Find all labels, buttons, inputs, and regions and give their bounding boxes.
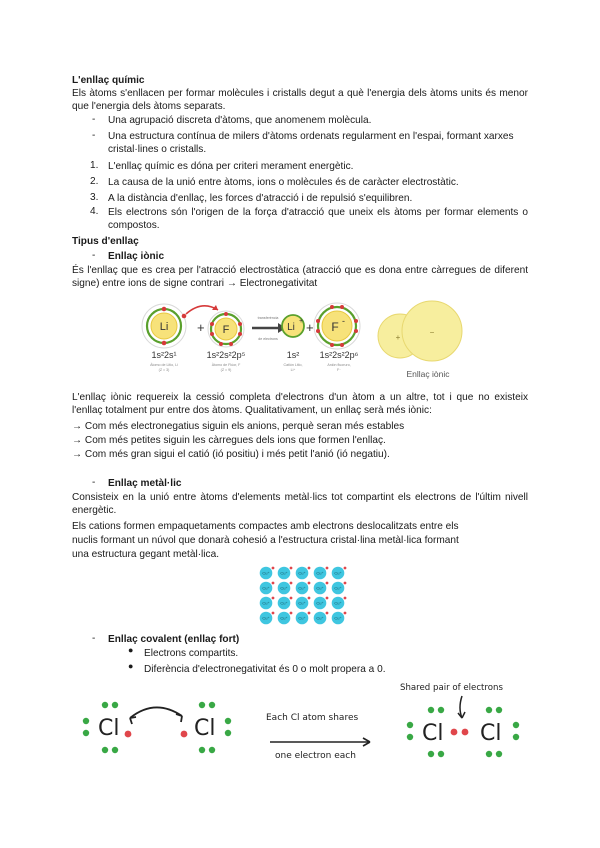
- cation-label: Cu⁺: [280, 615, 288, 621]
- cl-symbol: Cl: [98, 716, 120, 741]
- config-f: 1s²2s²2p⁵: [206, 350, 246, 360]
- delocalized-electron: [308, 597, 311, 600]
- lithium-atom: [142, 304, 186, 348]
- cation-label: Cu⁺: [262, 585, 270, 591]
- ionic-rule: → Com més gran sigui el catió (ió positiu) i més petit l'anió (ió negatiu).: [72, 449, 390, 460]
- list-number: 3.: [90, 192, 99, 203]
- cation-label: Cu⁺: [280, 570, 288, 576]
- delocalized-electron: [344, 612, 347, 615]
- config-f-ion: 1s²2s²2p⁶: [319, 350, 359, 360]
- dash-marker: -: [92, 633, 96, 644]
- metallic-heading: Enllaç metàl·lic: [108, 478, 182, 489]
- cation-label: Cu⁺: [316, 585, 324, 591]
- cl-symbol: Cl: [480, 721, 502, 746]
- delocalized-electron: [272, 597, 275, 600]
- list-number: 4.: [90, 206, 99, 217]
- delocalized-electron: [272, 612, 275, 615]
- dash-marker: -: [92, 250, 96, 261]
- cation-label: Cu⁺: [316, 615, 324, 621]
- cation-label: Cu⁺: [280, 585, 288, 591]
- lithium-cation: [282, 315, 304, 337]
- covalent-bond-figure: [70, 680, 540, 770]
- page-title: L'enllaç químic: [72, 75, 145, 86]
- cl-symbol: Cl: [422, 721, 444, 746]
- delocalized-electron: [290, 567, 293, 570]
- caption: Anión fluoruro,: [327, 363, 351, 367]
- caption: (Z = 3): [158, 368, 170, 372]
- cation-label: Cu⁺: [298, 570, 306, 576]
- cation-label: Cu⁺: [334, 600, 342, 606]
- shared-pair-label: Shared pair of electrons: [400, 683, 503, 693]
- arrow-note: transferència: [257, 316, 279, 320]
- chlorine-atom-right: [181, 702, 232, 753]
- big-ion-sign: −: [429, 328, 435, 337]
- cation-label: Cu⁺: [298, 585, 306, 591]
- chlorine-atom-left: [83, 702, 132, 753]
- fluorine-atom: [208, 311, 244, 347]
- ionic-paragraph: L'enllaç iònic requereix la cessió completa d'electrons d'un àtom a un altre, tot i que no existeix l'enllaç totalment pur entre dos àtoms. Qualitativament, un enllaç serà més iònic:: [72, 392, 528, 417]
- config-li: 1s²2s¹: [151, 350, 177, 360]
- delocalized-electron: [344, 567, 347, 570]
- bullet-marker: ●: [128, 661, 134, 671]
- plus-sign: +: [197, 320, 205, 335]
- cation-label: Cu⁺: [262, 600, 270, 606]
- share-note: Each Cl atom shares: [266, 713, 359, 723]
- config-li-ion: 1s²: [286, 350, 300, 360]
- delocalized-electron: [344, 597, 347, 600]
- share-note: one electron each: [275, 751, 356, 761]
- ionic-definition: És l'enllaç que es crea per l'atracció electrostàtica (atracció que es dona entre càrregues de diferent signe) entre ions de signe contrari → Electronegativitat: [72, 265, 528, 290]
- ionic-bond-figure: [140, 296, 470, 380]
- small-ion-sign: +: [395, 333, 401, 342]
- ionic-heading: Enllaç iònic: [108, 251, 165, 262]
- li-symbol: Li: [159, 321, 169, 333]
- metallic-lattice-figure: [257, 565, 349, 629]
- arrow-note: de electrons: [258, 337, 278, 341]
- bond-label: Enllaç iònic: [406, 369, 450, 379]
- covalent-bullet: Diferència d'electronegativitat és 0 o molt propera a 0.: [144, 664, 386, 675]
- types-heading: Tipus d'enllaç: [72, 236, 139, 247]
- cation-label: Cu⁺: [262, 615, 270, 621]
- caption: F⁻: [336, 368, 342, 372]
- cation-label: Cu⁺: [316, 600, 324, 606]
- delocalized-electron: [326, 597, 329, 600]
- metallic-line: Els cations formen empaquetaments compactes amb electrons deslocalitzats entre els: [72, 521, 459, 532]
- dash-marker: -: [92, 130, 96, 141]
- list-item: La causa de la unió entre àtoms, ions o molècules és de caràcter electrostàtic.: [108, 177, 459, 188]
- ion-size-comparison: [378, 301, 462, 379]
- delocalized-electron: [326, 612, 329, 615]
- li-ion-charge: +: [299, 318, 304, 325]
- dash-marker: -: [92, 477, 96, 488]
- delocalized-electron: [290, 612, 293, 615]
- list-number: 1.: [90, 160, 99, 171]
- ionic-rule: → Com més electronegatius siguin els anions, perquè seran més estables: [72, 421, 405, 432]
- delocalized-electron: [308, 567, 311, 570]
- f-symbol: F: [222, 324, 230, 336]
- delocalized-electron: [308, 582, 311, 585]
- cation-label: Cu⁺: [316, 570, 324, 576]
- list-item: Una agrupació discreta d'àtoms, que anomenem molècula.: [108, 115, 372, 126]
- f-ion-symbol: F: [331, 320, 339, 334]
- cation-label: Cu⁺: [298, 600, 306, 606]
- plus-sign: +: [306, 320, 314, 335]
- list-item: Una estructura contínua de milers d'àtoms ordenats regularment en l'espai, formant xarxes cristal·lines o cristalls.: [108, 131, 514, 156]
- caption: Li⁺: [290, 368, 296, 372]
- ionic-rule: → Com més petites siguin les càrregues dels ions que formen l'enllaç.: [72, 435, 386, 446]
- metallic-line: una estructura gegant metàl·lica.: [72, 549, 220, 560]
- dash-marker: -: [92, 114, 96, 125]
- cation-label: Cu⁺: [334, 585, 342, 591]
- list-number: 2.: [90, 176, 99, 187]
- caption: Catión Litio,: [283, 363, 303, 367]
- delocalized-electron: [326, 582, 329, 585]
- f-ion-charge: -: [342, 316, 345, 326]
- list-item: L'enllaç químic es dóna per criteri merament energètic.: [108, 161, 354, 172]
- metallic-paragraph: Consisteix en la unió entre àtoms d'elements metàl·lics tot compartint els electrons de l'últim nivell energètic.: [72, 492, 528, 517]
- delocalized-electron: [290, 597, 293, 600]
- list-item: Els electrons són l'origen de la força d'atracció que uneix els àtoms per formar elements o compostos.: [108, 207, 528, 232]
- cation-label: Cu⁺: [334, 615, 342, 621]
- bullet-marker: ●: [128, 645, 134, 655]
- cation-label: Cu⁺: [298, 615, 306, 621]
- cation-label: Cu⁺: [262, 570, 270, 576]
- exchange-arrow: [130, 707, 182, 718]
- fluoride-anion: [314, 303, 360, 349]
- cl-symbol: Cl: [194, 716, 216, 741]
- delocalized-electron: [290, 582, 293, 585]
- caption: (Z = 9): [220, 368, 232, 372]
- cation-label: Cu⁺: [280, 600, 288, 606]
- caption: Àtomo de Litio, Li: [150, 363, 178, 367]
- intro-paragraph: Els àtoms s'enllacen per formar molècules i cristalls degut a què l'energia dels àtoms units és menor que l'energia dels àtoms separats.: [72, 88, 528, 113]
- covalent-heading: Enllaç covalent (enllaç fort): [108, 634, 240, 645]
- delocalized-electron: [272, 582, 275, 585]
- covalent-bullet: Electrons compartits.: [144, 648, 239, 659]
- delocalized-electron: [308, 612, 311, 615]
- delocalized-electron: [344, 582, 347, 585]
- caption: Àtomo de Flúor, F: [211, 363, 241, 367]
- delocalized-electron: [326, 567, 329, 570]
- cation-label: Cu⁺: [334, 570, 342, 576]
- list-item: A la distància d'enllaç, les forces d'atracció i de repulsió s'equilibren.: [108, 193, 413, 204]
- metallic-line: nuclis formant un núvol que donarà cohesió a l'estructura cristal·lina metàl·lica formant: [72, 535, 459, 546]
- delocalized-electron: [272, 567, 275, 570]
- li-ion-symbol: Li: [287, 322, 295, 333]
